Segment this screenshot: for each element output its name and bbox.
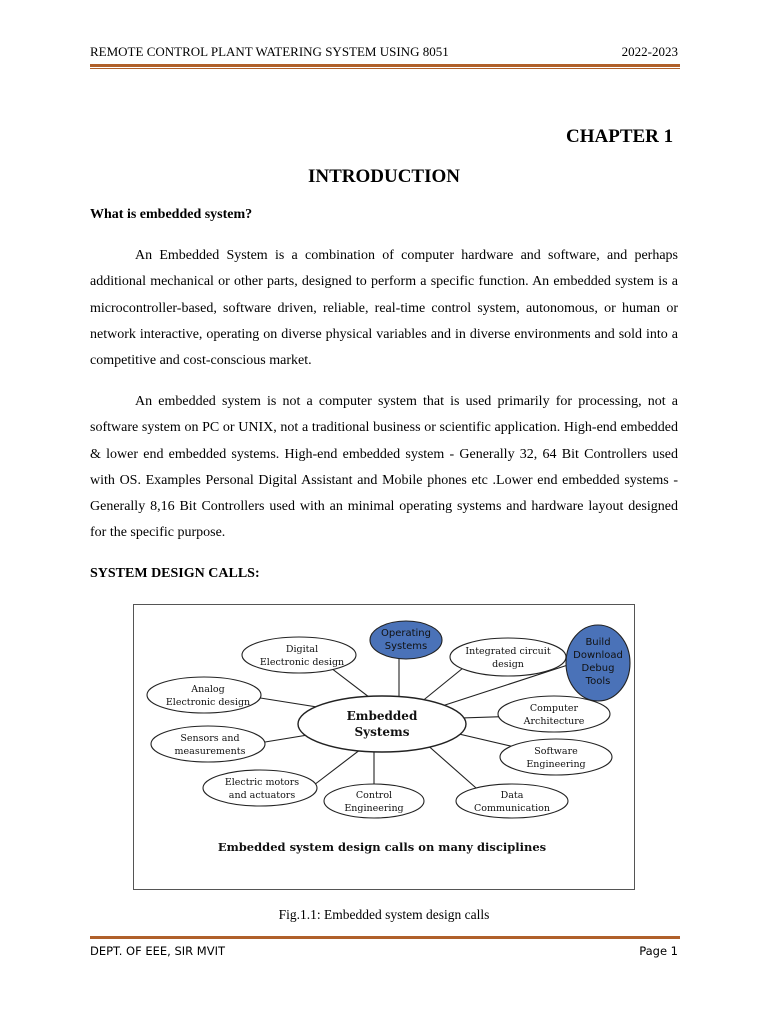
node-control-line1: Control <box>355 790 393 801</box>
node-center-line2: Systems <box>354 725 410 739</box>
node-os-line1: Operating <box>381 628 431 639</box>
running-header <box>90 44 678 60</box>
node-build-line2: Download <box>573 650 623 661</box>
node-datacomm <box>456 784 568 818</box>
node-motors-line2: and actuators <box>228 790 296 801</box>
node-control-line2: Engineering <box>344 803 404 814</box>
node-build <box>566 625 630 701</box>
node-analog-line2: Electronic design <box>165 697 251 708</box>
header-title: REMOTE CONTROL PLANT WATERING SYSTEM USING 8051 <box>90 44 449 59</box>
node-software <box>500 739 612 775</box>
node-analog <box>147 677 261 713</box>
node-os-line2: Systems <box>384 641 428 652</box>
node-sensors-line2: measurements <box>174 746 246 757</box>
node-motors <box>203 770 317 806</box>
node-software-line2: Engineering <box>526 759 586 770</box>
header-year: 2022-2023 <box>621 44 678 59</box>
section-heading-embedded: What is embedded system? <box>90 207 253 222</box>
paragraph-2: An embedded system is not a computer system that is used primarily for processing, not a software system on PC or UNIX, not a traditional business or scientific application. High-end embedded & lower end embedded systems. High-end embedded system - Generally 32, 64 Bit Controllers used with OS. Examples Personal Digital Assistant and Mobile phones etc .Lower end embedded systems - Generally 8,16 Bit Controllers used with an minimal operating systems and hardware layout designed for the specific purpose. <box>90 394 678 541</box>
node-digital <box>242 637 356 673</box>
page-title: INTRODUCTION <box>307 166 461 187</box>
node-sensors-line1: Sensors and <box>180 733 240 744</box>
footer-dept: DEPT. OF EEE, SIR MVIT <box>90 944 226 958</box>
node-digital-line2: Electronic design <box>259 657 345 668</box>
node-digital-line1: Digital <box>285 644 319 655</box>
node-center <box>298 696 466 752</box>
node-os <box>370 621 442 659</box>
node-sensors <box>151 726 265 762</box>
node-software-line1: Software <box>534 746 578 757</box>
section-heading-design-calls: SYSTEM DESIGN CALLS: <box>90 566 260 581</box>
node-analog-line1: Analog <box>191 684 225 695</box>
figure-caption: Fig.1.1: Embedded system design calls <box>278 907 490 922</box>
figure-inner-caption: Embedded system design calls on many disciplines <box>217 840 547 854</box>
node-motors-line1: Electric motors <box>224 777 300 788</box>
node-build-line4: Tools <box>585 676 611 687</box>
node-comparch-line2: Architecture <box>523 716 585 727</box>
node-datacomm-line1: Data <box>500 790 524 801</box>
node-ic <box>450 638 566 676</box>
paragraph-1: An Embedded System is a combination of computer hardware and software, and perhaps additional mechanical or other parts, designed to perform a specific function. An embedded system is a microcontroller-based, software driven, reliable, real-time control system, autonomous, or human or network interactive, operating on diverse physical variables and in diverse environments and sold into a competitive and cost-conscious market. <box>90 248 678 369</box>
node-datacomm-line2: Communication <box>474 803 550 814</box>
node-comparch-line1: Computer <box>529 703 579 714</box>
node-center-line1: Embedded <box>346 709 418 723</box>
page-number: Page 1 <box>639 944 678 958</box>
node-ic-line1: Integrated circuit <box>465 646 551 657</box>
node-comparch <box>498 696 610 732</box>
running-footer <box>90 944 678 958</box>
node-build-line3: Debug <box>581 663 615 674</box>
header-rule-thin <box>90 68 680 69</box>
node-ic-line2: design <box>492 659 524 670</box>
chapter-label: CHAPTER 1 <box>566 126 674 147</box>
node-control <box>324 784 424 818</box>
header-rule <box>90 64 680 67</box>
mind-map-diagram <box>134 605 634 889</box>
figure-embedded-design-calls <box>133 604 635 890</box>
node-build-line1: Build <box>585 637 611 648</box>
footer-rule <box>90 936 680 939</box>
